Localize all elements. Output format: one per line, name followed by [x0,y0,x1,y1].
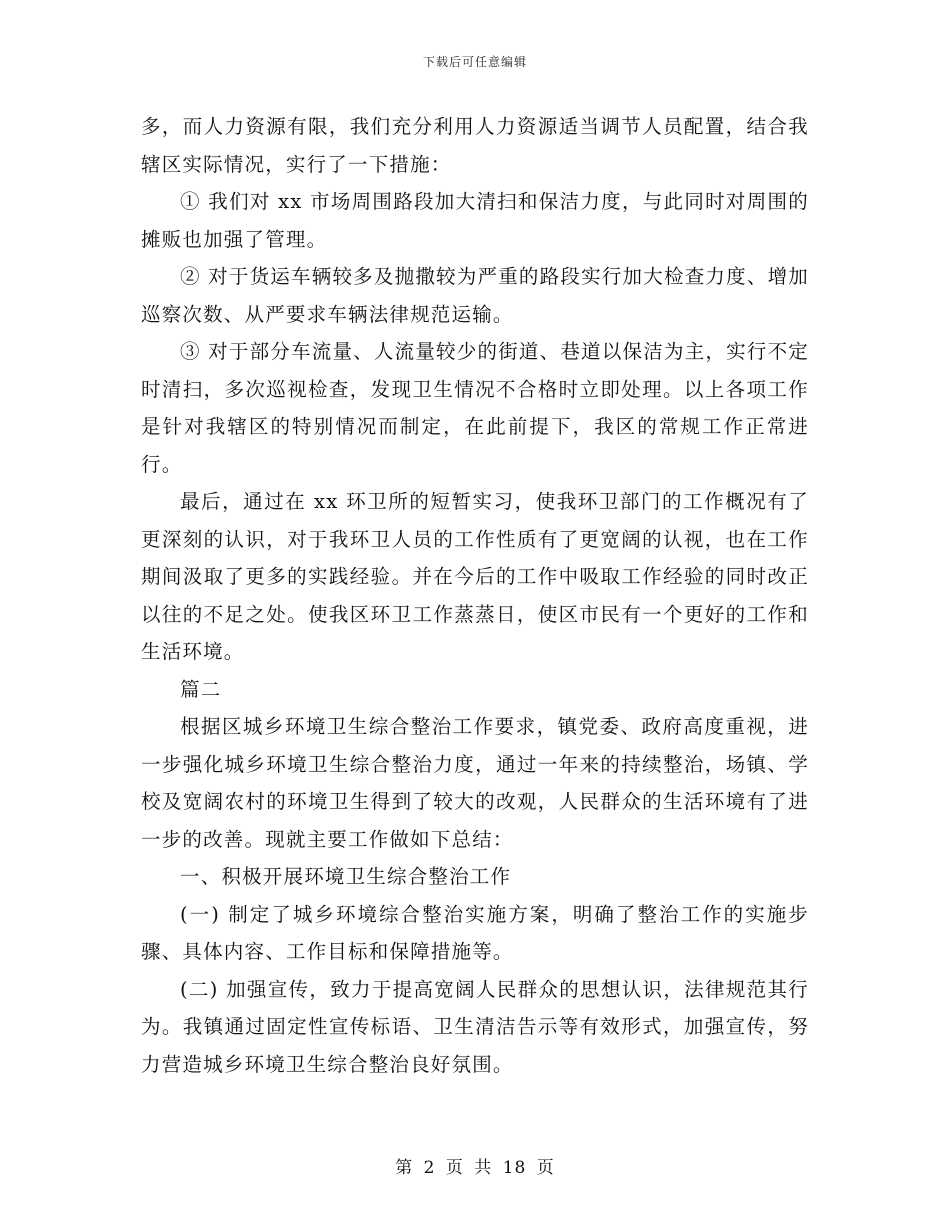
header-note: 下载后可任意编辑 [422,55,527,69]
paragraph: (一) 制定了城乡环境综合整治实施方案，明确了整治工作的实施步骤、具体内容、工作目标和保障措施等。 [141,902,809,963]
paragraph: (二) 加强宣传，致力于提高宽阔人民群众的思想认识，法律规范其行为。我镇通过固定性宣传标语、卫生清洁告示等有效形式，加强宣传，努力营造城乡环境卫生综合整治良好氛围。 [141,977,809,1076]
subsection-heading: 一、积极开展环境卫生综合整治工作 [180,865,512,888]
paragraph: ③ 对于部分车流量、人流量较少的街道、巷道以保洁为主，实行不定时清扫，多次巡视检查，发现卫生情况不合格时立即处理。以上各项工作是针对我辖区的特别情况而制定，在此前提下，我区的常规工作正常进行。 [141,340,809,476]
paragraph: 最后，通过在 xx 环卫所的短暂实习，使我环卫部门的工作概况有了更深刻的认识，对于我环卫人员的工作性质有了更宽阔的认视，也在工作期间汲取了更多的实践经验。并在今后的工作中吸取工作经验的同时改正以往的不足之处。使我区环卫工作蒸蒸日，使区市民有一个更好的工作和生活环境。 [141,490,809,663]
page-number: 第 2 页 共 18 页 [395,1158,555,1178]
section-heading: 篇二 [180,677,222,701]
paragraph: ② 对于货运车辆较多及抛撒较为严重的路段实行加大检查力度、增加巡察次数、从严要求车辆法律规范运输。 [141,265,809,326]
paragraph: 根据区城乡环境卫生综合整治工作要求，镇党委、政府高度重视，进一步强化城乡环境卫生综合整治力度，通过一年来的持续整治，场镇、学校及宽阔农村的环境卫生得到了较大的改观，人民群众的生活环境有了进一步的改善。现就主要工作做如下总结： [141,715,809,851]
document-body [141,108,809,1083]
paragraph: 多，而人力资源有限，我们充分利用人力资源适当调节人员配置，结合我辖区实际情况，实行了一下措施： [141,115,809,176]
paragraph: ① 我们对 xx 市场周围路段加大清扫和保洁力度，与此同时对周围的摊贩也加强了管理。 [141,190,809,251]
